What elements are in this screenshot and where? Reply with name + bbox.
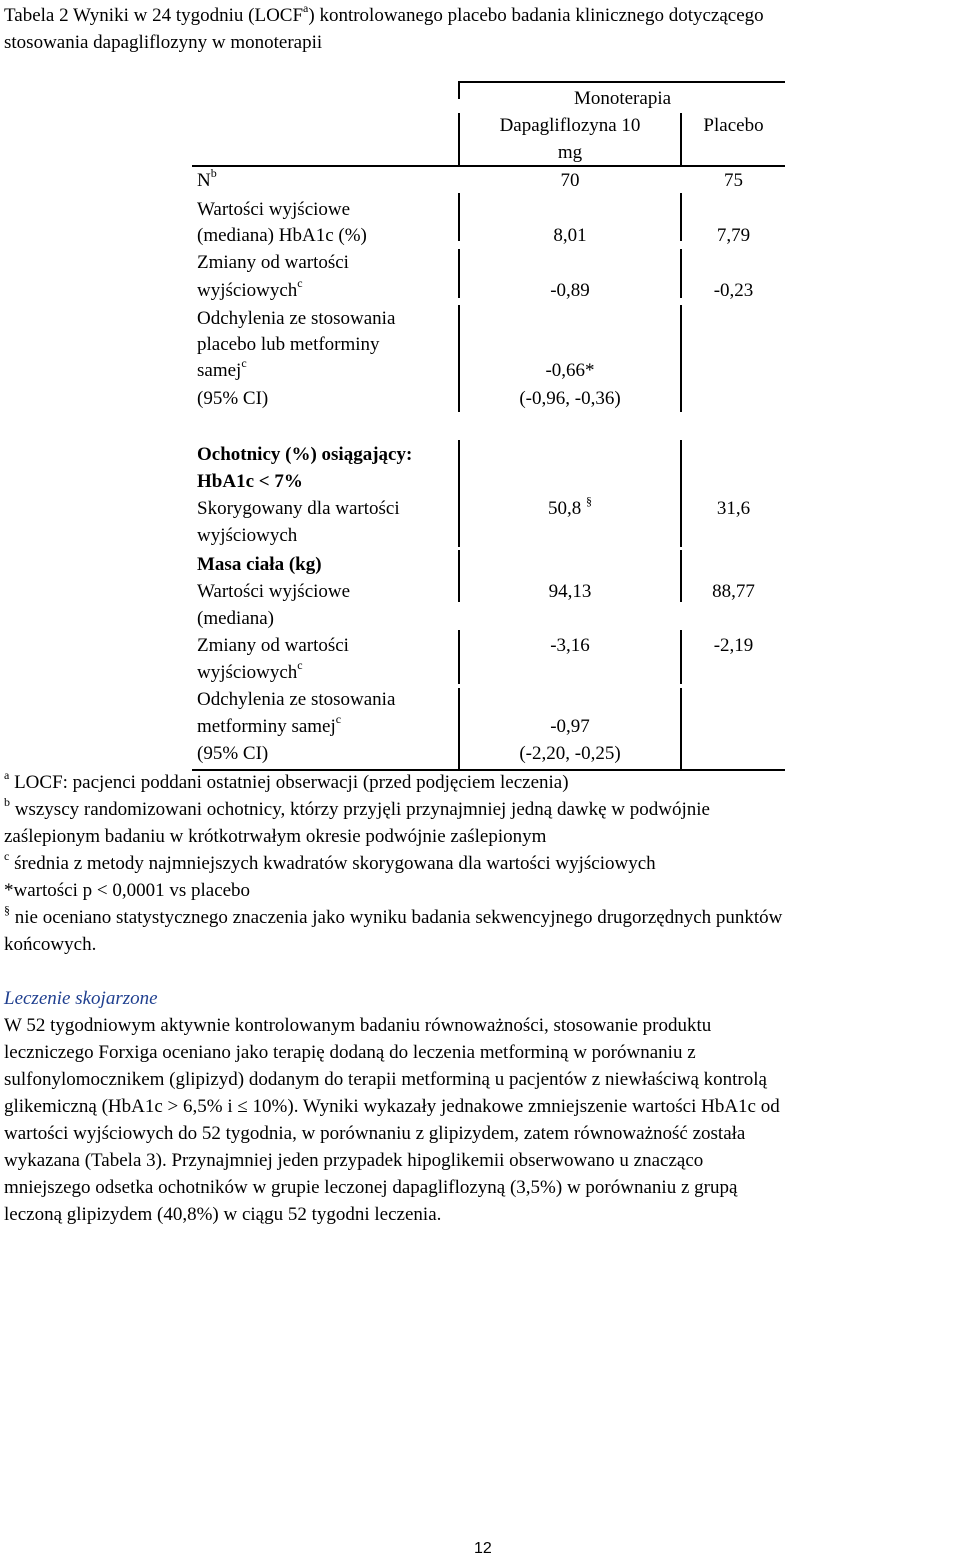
row-label <box>197 658 303 683</box>
table-top-rule <box>460 81 785 83</box>
cell-dapa: (-2,20, -0,25) <box>519 743 621 764</box>
section-label: Ochotnicy (%) osiągający: <box>197 444 413 465</box>
row-label-text: N <box>197 170 211 191</box>
footnote-marker: a <box>4 768 10 782</box>
row-label-text: wyjściowych <box>197 662 298 683</box>
group-header: Monoterapia <box>573 88 672 109</box>
cell-dapa: -0,66* <box>545 360 595 381</box>
footnote-ref: c <box>335 712 342 726</box>
paragraph-line: mniejszego odsetka ochotników w grupie leczonej dapagliflozyną (3,5%) w porównaniu z grupą <box>4 1177 738 1198</box>
col-divider-mid <box>680 305 682 412</box>
cell-dapa: 8,01 <box>553 225 587 246</box>
row-label: placebo lub metforminy <box>197 334 380 355</box>
cell-value: 50,8 <box>548 498 582 519</box>
row-label: (mediana) HbA1c (%) <box>197 225 367 246</box>
section-paragraph <box>4 1016 780 1232</box>
row-label <box>197 712 342 737</box>
table-header-rule <box>192 165 785 167</box>
row-label: Zmiany od wartości <box>197 252 349 273</box>
footnote-b <box>4 795 710 820</box>
col-divider-mid <box>680 440 682 547</box>
cell-dapa <box>460 494 680 519</box>
paragraph-line: leczoną glipizydem (40,8%) w ciągu 52 tygodni leczenia. <box>4 1204 442 1225</box>
footnote-marker: § <box>4 903 10 917</box>
footnote-marker: c <box>4 849 10 863</box>
footnote-ref: § <box>586 494 592 508</box>
footnote-text: średnia z metody najmniejszych kwadratów skorygowana dla wartości wyjściowych <box>9 853 656 874</box>
row-label: Zmiany od wartości <box>197 635 349 656</box>
footnote-marker: b <box>4 795 10 809</box>
row-label: (mediana) <box>197 608 275 629</box>
cell-placebo: 31,6 <box>716 498 751 519</box>
row-label: wyjściowych <box>197 525 298 546</box>
cell-dapa: (-0,96, -0,36) <box>519 388 621 409</box>
row-label-text: wyjściowych <box>197 280 298 301</box>
cell-placebo: -0,23 <box>713 280 754 301</box>
cell-placebo: 88,77 <box>712 581 755 602</box>
table-caption-line2: stosowania dapagliflozyny w monoterapii <box>4 32 323 53</box>
paragraph-line: W 52 tygodniowym aktywnie kontrolowanym badaniu równoważności, stosowanie produktu <box>4 1015 712 1036</box>
cell-placebo: 75 <box>724 170 743 191</box>
section-heading: Leczenie skojarzone <box>4 988 158 1009</box>
footnote-text: nie oceniano statystycznego znaczenia jako wyniku badania sekwencyjnego drugorzędnych punktów <box>10 907 783 928</box>
paragraph-line: leczniczego Forxiga oceniano jako terapię dodaną do leczenia metforminą w porównaniu z <box>4 1042 696 1063</box>
footnote-ref: c <box>297 276 303 290</box>
cell-dapa: -0,89 <box>550 280 590 301</box>
table-bottom-rule <box>192 769 785 771</box>
cell-dapa: 94,13 <box>548 581 592 602</box>
row-label: (95% CI) <box>197 388 269 409</box>
cell-placebo: -2,19 <box>713 635 754 656</box>
row-label-text: samej <box>197 360 242 381</box>
section-label: HbA1c < 7% <box>197 471 303 492</box>
footnote-b-cont: zaślepionym badaniu w krótkotrwałym okresie podwójnie zaślepionym <box>4 826 547 847</box>
footnote-c <box>4 849 656 874</box>
caption-text: ) kontrolowanego placebo badania klinicznego dotyczącego <box>308 5 764 26</box>
footnote-a <box>4 768 569 793</box>
table-caption <box>4 1 764 26</box>
footnote-section <box>4 903 783 928</box>
section-label: Masa ciała (kg) <box>197 554 322 575</box>
cell-dapa: -0,97 <box>550 716 590 737</box>
cell-dapa: -3,16 <box>550 635 590 656</box>
paragraph-line: glikemiczną (HbA1c > 6,5% i ≤ 10%). Wyniki wykazały jednakowe zmniejszenie wartości HbA1c od <box>4 1096 780 1117</box>
row-label <box>197 276 303 301</box>
footnote-section-cont: końcowych. <box>4 934 97 955</box>
paragraph-line: sulfonylomocznikem (glipizyd) dodanym do terapii metforminą u pacjentów z niewłaściwą kontrolą <box>4 1069 767 1090</box>
paragraph-line: wartości wyjściowych do 52 tygodnia, w porównaniu z glipizydem, zatem równoważność została <box>4 1123 746 1144</box>
row-label: Wartości wyjściowe <box>197 199 351 220</box>
footnote-star: *wartości p < 0,0001 vs placebo <box>4 880 251 901</box>
row-label: Odchylenia ze stosowania <box>197 308 396 329</box>
row-label: (95% CI) <box>197 743 269 764</box>
footnote-ref: c <box>241 356 247 370</box>
footnote-ref: b <box>210 166 217 180</box>
col-header-dapagliflozin: Dapagliflozyna 10 <box>499 115 641 136</box>
paragraph-line: wykazana (Tabela 3). Przynajmniej jeden przypadek hipoglikemii obserwowano u znacząco <box>4 1150 704 1171</box>
col-divider-mid <box>680 688 682 769</box>
row-label: Odchylenia ze stosowania <box>197 689 396 710</box>
row-label <box>197 166 217 191</box>
row-label <box>197 356 247 381</box>
footnote-text: wszyscy randomizowani ochotnicy, którzy przyjęli przynajmniej jedną dawkę w podwójnie <box>10 799 710 820</box>
cell-dapa: 70 <box>560 170 580 191</box>
footnote-text: LOCF: pacjenci poddani ostatniej obserwacji (przed podjęciem leczenia) <box>9 772 569 793</box>
row-label-text: metforminy samej <box>197 716 336 737</box>
footnote-ref: c <box>297 658 303 672</box>
cell-placebo: 7,79 <box>716 225 751 246</box>
caption-text: Tabela 2 Wyniki w 24 tygodniu (LOCF <box>4 5 304 26</box>
row-label: Wartości wyjściowe <box>197 581 351 602</box>
row-label: Skorygowany dla wartości <box>197 498 400 519</box>
caption-sup: a <box>303 1 309 15</box>
col-header-dapagliflozin: mg <box>557 142 583 163</box>
col-header-placebo: Placebo <box>703 115 764 136</box>
page-number: 12 <box>474 1540 492 1557</box>
col-divider-left <box>458 440 460 547</box>
